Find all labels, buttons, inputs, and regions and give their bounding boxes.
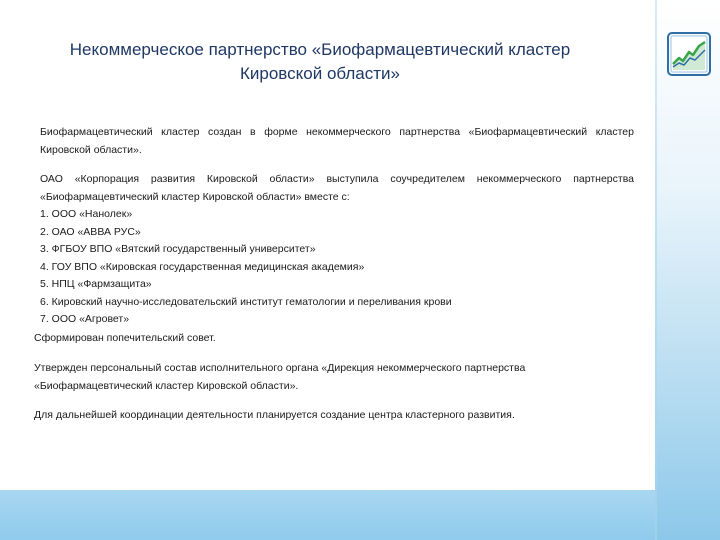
- center-paragraph: Для дальнейшей координации деятельности планируется создание центра кластерного развития.: [34, 409, 515, 421]
- list-item: 5. НПЦ «Фармзащита»: [40, 278, 152, 290]
- founders-lead-text: ОАО «Корпорация развития Кировской области» выступила соучредителем некоммерческого партнерства «Биофармацевтический кластер Кировской области» вместе с:: [40, 173, 634, 203]
- slide-title: Некоммерческое партнерство «Биофармацевтический кластер Кировской области»: [69, 40, 571, 83]
- list-item: 4. ГОУ ВПО «Кировская государственная медицинская академия»: [40, 260, 365, 273]
- list-item: 2. ОАО «АВВА РУС»: [40, 225, 141, 238]
- list-item: 6. Кировский научно-исследовательский институт гематологии и переливания крови: [40, 295, 452, 308]
- decorative-bottom-band: [0, 490, 655, 540]
- growth-chart-icon: [667, 32, 711, 76]
- founders-list: [40, 206, 634, 329]
- founders-block: [40, 171, 634, 329]
- decorative-side-band: [655, 0, 720, 540]
- executive-paragraph: Утвержден персональный состав исполнительного органа «Дирекция некоммерческого партнерства «Биофармацевтический кластер Кировской области».: [34, 362, 526, 392]
- side-band-edge: [655, 0, 657, 540]
- intro-paragraph: Биофармацевтический кластер создан в форме некоммерческого партнерства «Биофармацевтический кластер Кировской области».: [40, 126, 634, 156]
- list-item: 1. ООО «Нанолек»: [40, 208, 133, 220]
- list-item: 3. ФГБОУ ВПО «Вятский государственный университет»: [40, 243, 316, 255]
- list-item: 7. ООО «Агровет»: [40, 313, 130, 325]
- council-paragraph: Сформирован попечительский совет.: [34, 332, 216, 344]
